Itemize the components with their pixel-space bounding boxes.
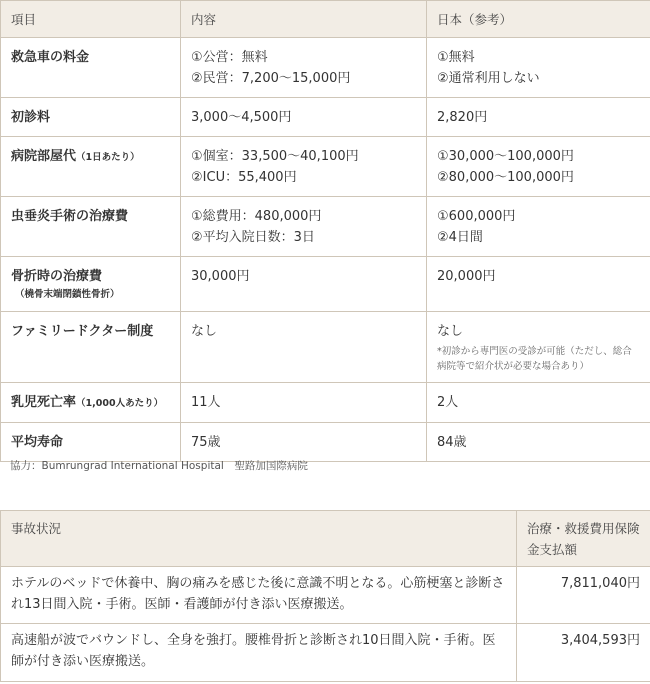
row-japan — [427, 312, 650, 383]
japan-line: 2人 — [437, 395, 459, 410]
japan-line: 20,000円 — [437, 269, 496, 284]
table-row — [1, 383, 650, 423]
table-row — [1, 197, 650, 257]
footnote: *初診から専門医の受診が可能（ただし、総合病院等で紹介状が必要な場合あり） — [437, 346, 632, 372]
row-japan — [427, 38, 650, 98]
content-line: ①総費用：480,000円 — [191, 209, 322, 224]
header-item: 項目 — [1, 1, 181, 38]
row-label-text: 病院部屋代 — [11, 149, 77, 164]
japan-line: ②80,000～100,000円 — [437, 170, 574, 185]
row-label-text: 虫垂炎手術の治療費 — [11, 209, 129, 224]
row-label-qualifier: （1日あたり） — [76, 152, 140, 163]
japan-line: ②4日間 — [437, 230, 483, 245]
japan-line: 2,820円 — [437, 110, 488, 125]
content-line: ②民営：7,200～15,000円 — [191, 71, 351, 86]
accident-situation: 高速船が波でバウンドし、全身を強打。腰椎骨折と診断され10日間入院・手術。医師が付き添い医療搬送。 — [1, 624, 517, 682]
row-content — [181, 312, 427, 383]
accident-situation: ホテルのベッドで休養中、胸の痛みを感じた後に意識不明となる。心筋梗塞と診断され13日間入院・手術。医師・看護師が付き添い医療搬送。 — [1, 567, 517, 624]
content-line: 30,000円 — [191, 269, 250, 284]
row-label — [1, 98, 181, 137]
row-japan — [427, 257, 650, 312]
row-label-qualifier: （橈骨末端閉鎖性骨折） — [15, 289, 120, 300]
header-amount: 治療・救援費用保険金支払額 — [517, 511, 650, 567]
row-japan — [427, 423, 650, 462]
row-label-text: 初診料 — [11, 110, 51, 125]
row-content — [181, 98, 427, 137]
header-japan: 日本（参考） — [427, 1, 650, 38]
row-content — [181, 197, 427, 257]
row-japan — [427, 197, 650, 257]
row-japan — [427, 137, 650, 197]
table-row — [1, 137, 650, 197]
content-line: ①公営：無料 — [191, 50, 268, 65]
content-line: ①個室：33,500～40,100円 — [191, 149, 359, 164]
table-row — [1, 312, 650, 383]
row-content — [181, 38, 427, 98]
table-row — [1, 38, 650, 98]
row-label-text: 乳児死亡率 — [11, 395, 77, 410]
row-label-text: ファミリードクター制度 — [11, 324, 154, 339]
table-header-row — [1, 1, 650, 38]
row-label — [1, 197, 181, 257]
row-label — [1, 312, 181, 383]
payment-amount: 3,404,593円 — [517, 624, 650, 682]
japan-line: ②通常利用しない — [437, 71, 540, 86]
row-label — [1, 137, 181, 197]
row-label-text: 骨折時の治療費 — [11, 269, 103, 284]
header-content: 内容 — [181, 1, 427, 38]
content-line: ②ICU：55,400円 — [191, 170, 297, 185]
row-japan — [427, 383, 650, 423]
table-header-row — [1, 511, 650, 567]
japan-line: ①30,000～100,000円 — [437, 149, 574, 164]
table-row — [1, 423, 650, 462]
table-row — [1, 567, 650, 624]
row-label — [1, 383, 181, 423]
content-line: ②平均入院日数：3日 — [191, 230, 315, 245]
row-label — [1, 257, 181, 312]
row-content — [181, 423, 427, 462]
row-label-qualifier: （1,000人あたり） — [76, 398, 164, 409]
content-line: 3,000～4,500円 — [191, 110, 292, 125]
japan-line: ①無料 — [437, 50, 475, 65]
content-line: なし — [191, 324, 218, 339]
accident-cases-table — [0, 510, 650, 682]
row-label — [1, 423, 181, 462]
table-row — [1, 98, 650, 137]
header-situation: 事故状況 — [1, 511, 517, 567]
japan-line: ①600,000円 — [437, 209, 516, 224]
row-label — [1, 38, 181, 98]
table-row — [1, 257, 650, 312]
content-line: 75歳 — [191, 435, 221, 450]
row-label-text: 救急車の料金 — [11, 50, 90, 65]
row-content — [181, 137, 427, 197]
row-content — [181, 257, 427, 312]
row-label-text: 平均寿命 — [11, 435, 64, 450]
payment-amount: 7,811,040円 — [517, 567, 650, 624]
credit-text: 協力：Bumrungrad International Hospital 聖路加国際病院 — [10, 460, 308, 472]
row-japan — [427, 98, 650, 137]
japan-line: 84歳 — [437, 435, 467, 450]
table-row — [1, 624, 650, 682]
japan-line: なし — [437, 324, 464, 339]
row-content — [181, 383, 427, 423]
content-line: 11人 — [191, 395, 221, 410]
